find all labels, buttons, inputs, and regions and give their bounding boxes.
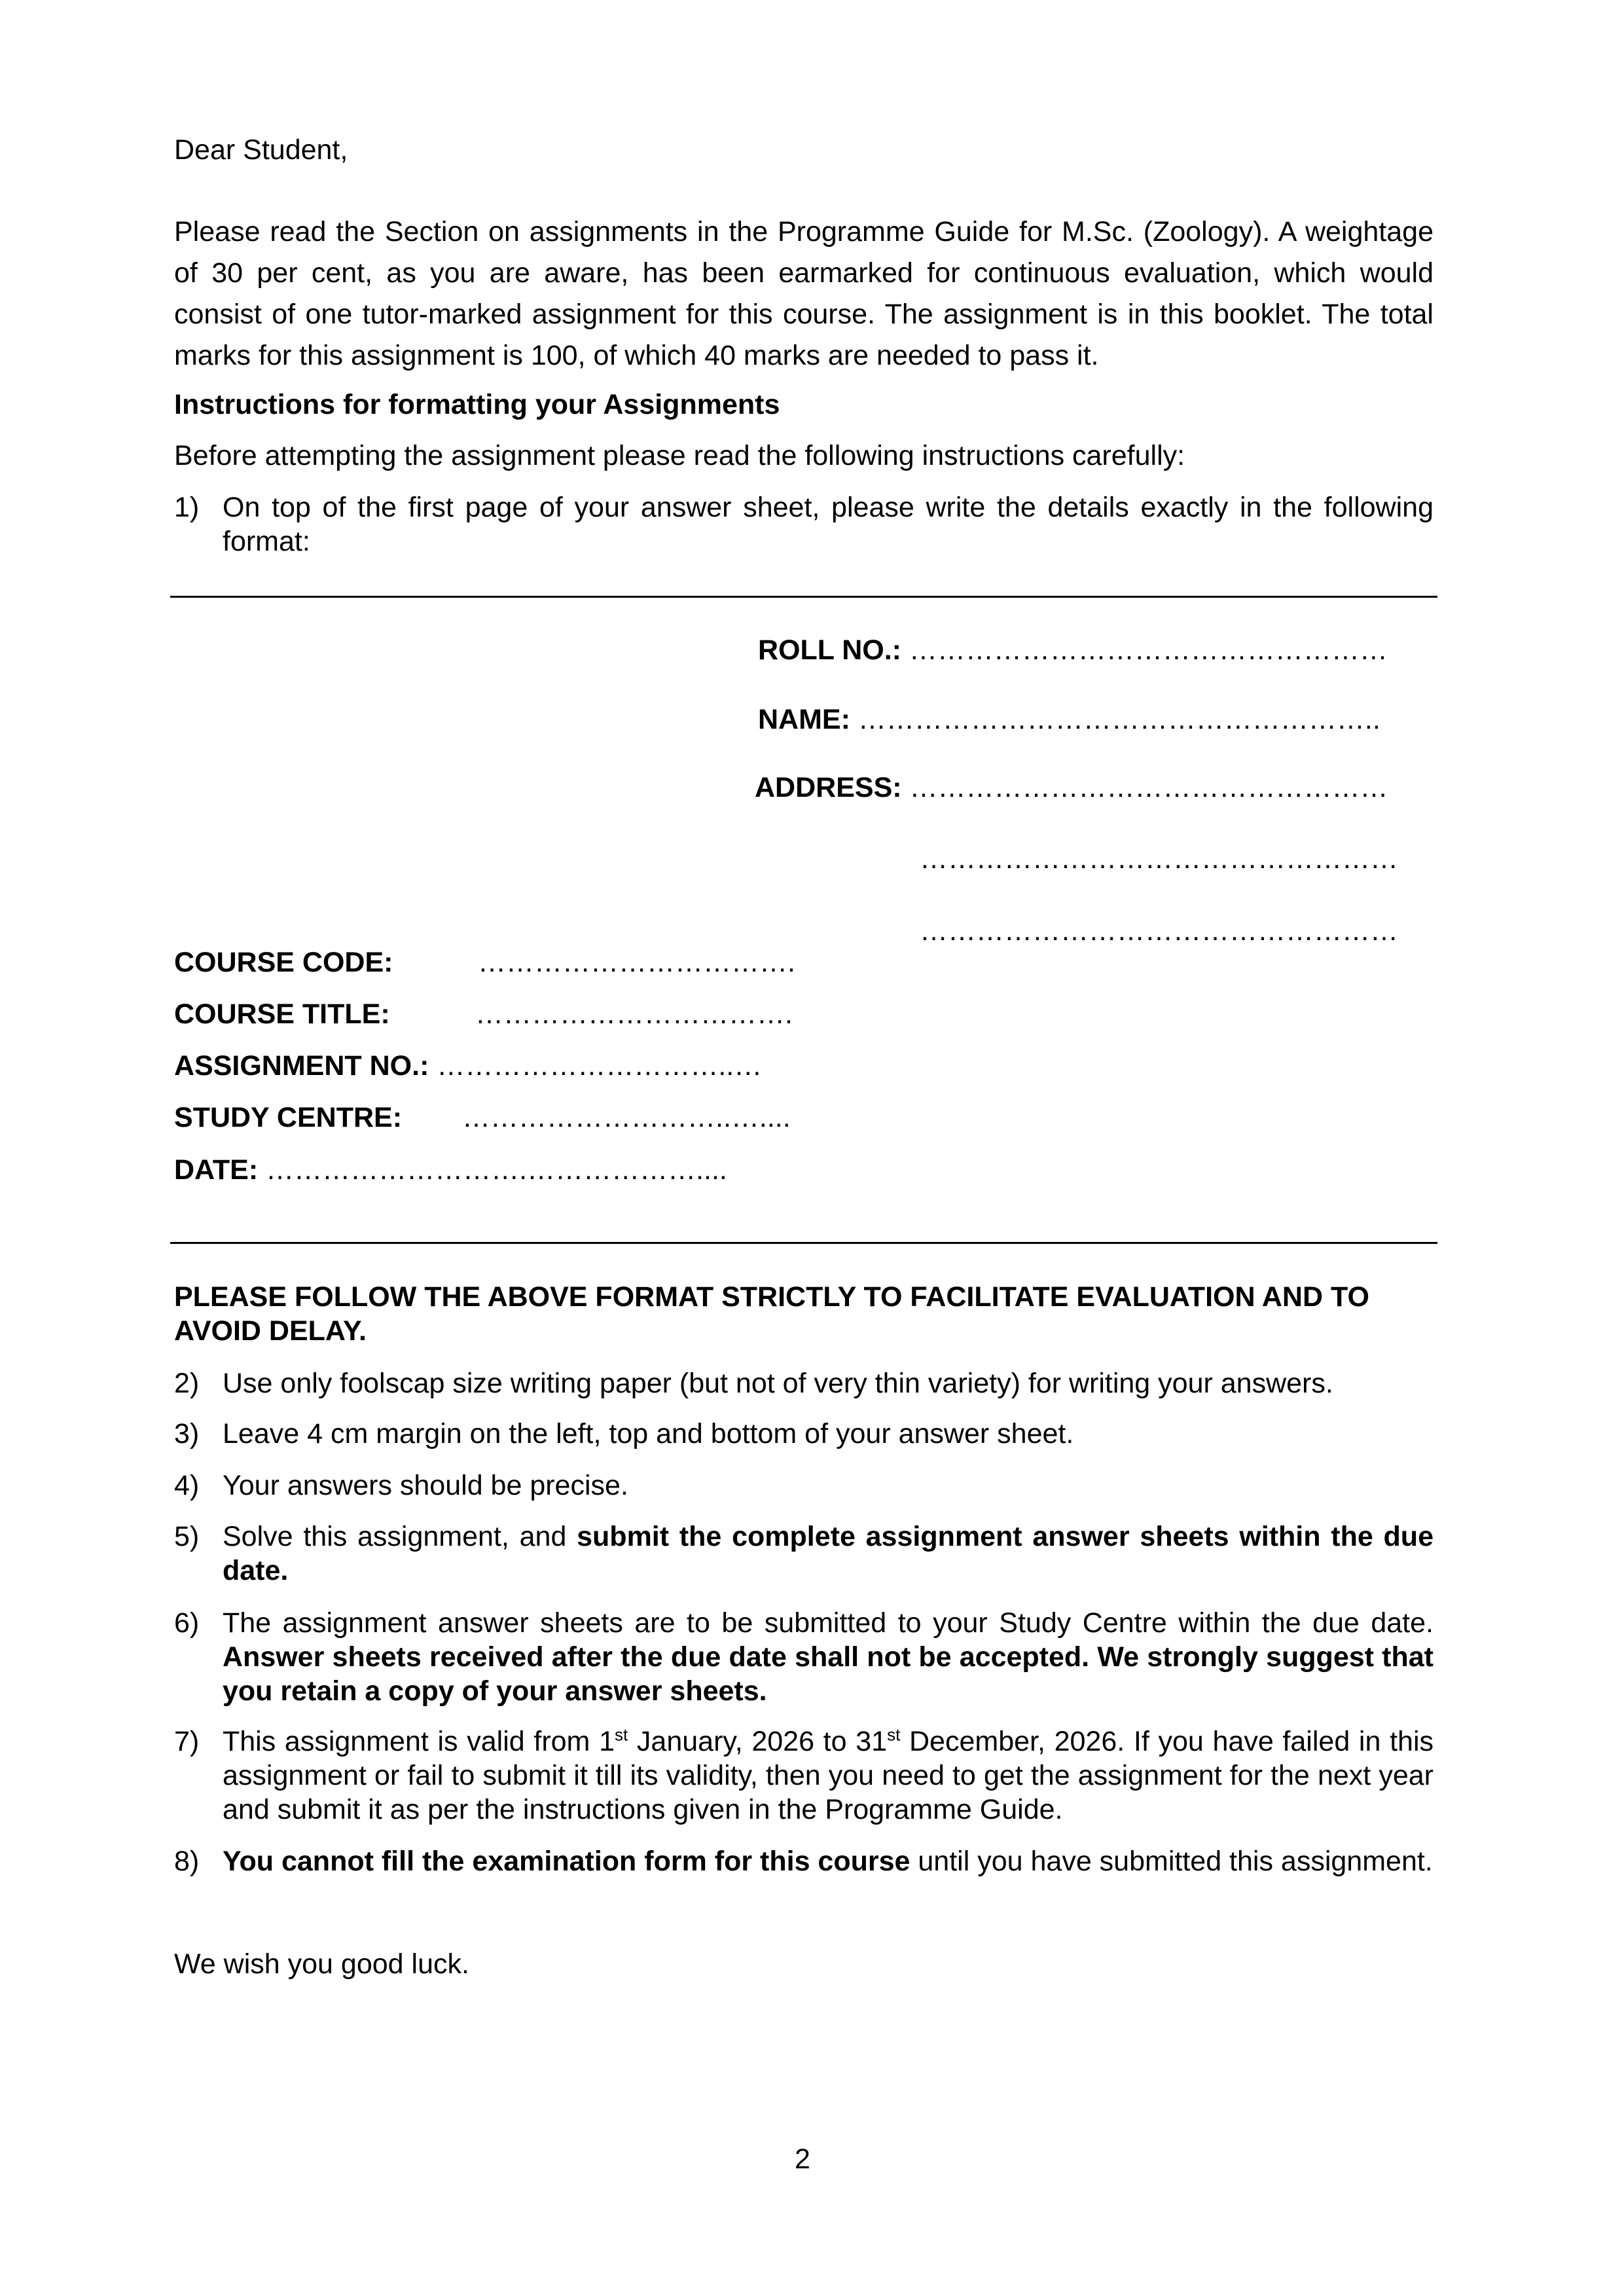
item-text-bold: Answer sheets received after the due date shall not be accepted. We strongly suggest that you retain a copy of your answer sheets.	[223, 1641, 1434, 1707]
address-label: ADDRESS:	[755, 772, 902, 803]
address-dots-line-2: ……………………………………………	[920, 843, 1398, 875]
format-bottom-rule	[170, 1242, 1437, 1244]
study-centre-field	[174, 1101, 402, 1135]
address-field	[755, 771, 1388, 805]
assignment-no-dots: …………………………..…	[437, 1050, 763, 1082]
course-code-dots: …………………………….	[478, 947, 795, 978]
format-top-rule	[170, 596, 1437, 598]
item-text: Leave 4 cm margin on the left, top and bottom of your answer sheet.	[223, 1418, 1074, 1449]
assignment-no-label: ASSIGNMENT NO.:	[174, 1050, 429, 1082]
validity-part-2: January, 2026 to 31	[628, 1726, 888, 1757]
item-text: On top of the first page of your answer sheet, please write the details exactly in the following format:	[223, 492, 1434, 557]
item-text	[223, 1724, 1434, 1827]
item-number: 1)	[174, 492, 200, 523]
page-number: 2	[795, 2143, 810, 2175]
instruction-item-2	[174, 1366, 1434, 1400]
roll-no-label: ROLL NO.:	[758, 634, 901, 666]
instruction-item-3	[174, 1417, 1434, 1451]
study-centre-label: STUDY CENTRE:	[174, 1102, 403, 1133]
item-text-bold: You cannot fill the examination form for this course	[223, 1846, 911, 1877]
date-field	[174, 1153, 727, 1187]
item-number: 3)	[174, 1418, 200, 1449]
instruction-item-7	[174, 1724, 1434, 1827]
instruction-item-6	[174, 1606, 1434, 1708]
instructions-lead: Before attempting the assignment please read the following instructions carefully:	[174, 440, 1185, 471]
instruction-item-4	[174, 1468, 1434, 1503]
item-text-plain: until you have submitted this assignment.	[910, 1846, 1433, 1877]
item-number: 6)	[174, 1607, 200, 1639]
date-label: DATE:	[174, 1154, 259, 1186]
assignment-no-field	[174, 1049, 762, 1083]
course-code-label: COURSE CODE:	[174, 947, 393, 978]
item-text-plain: The assignment answer sheets are to be submitted to your Study Centre within the due date.	[223, 1607, 1434, 1639]
item-text-bold: submit the complete assignment answer sheets within the due date.	[223, 1521, 1434, 1586]
instruction-item-5	[174, 1520, 1434, 1588]
course-title-field	[174, 997, 390, 1031]
date-dots: ……………………….………………....	[266, 1154, 727, 1186]
item-number: 5)	[174, 1521, 200, 1552]
format-notice: PLEASE FOLLOW THE ABOVE FORMAT STRICTLY TO FACILITATE EVALUATION AND TO AVOID DELAY.	[174, 1281, 1369, 1347]
intro-paragraph: Please read the Section on assignments in the Programme Guide for M.Sc. (Zoology). A weightage of 30 per cent, as you are aware, has been earmarked for continuous evaluation, which would consist of one tutor-marked assignment for this course. The assignment is in this booklet. The total marks for this assignment is 100, of which 40 marks are needed to pass it.	[174, 216, 1434, 371]
item-text: Your answers should be precise.	[223, 1470, 628, 1501]
instructions-heading: Instructions for formatting your Assignments	[174, 389, 780, 420]
name-label: NAME:	[758, 704, 850, 735]
greeting: Dear Student,	[174, 134, 348, 166]
name-field	[758, 702, 1380, 737]
item-text	[223, 1844, 1434, 1878]
closing-line: We wish you good luck.	[174, 1948, 469, 1980]
item-number: 8)	[174, 1846, 200, 1877]
address-dots-1: ……………………………………………	[909, 772, 1388, 803]
instruction-item-1	[174, 490, 1434, 558]
validity-part-1: This assignment is valid from 1	[223, 1726, 615, 1757]
item-text	[223, 1520, 1434, 1588]
course-title-label: COURSE TITLE:	[174, 998, 390, 1030]
item-text-plain: Solve this assignment, and	[223, 1521, 577, 1552]
roll-no-dots: ……………………………………………	[909, 634, 1388, 666]
validity-part-3: December, 2026. If you have failed in this assignment or fail to submit it till its validity, then you need to get the assignment for the next year and submit it as per the instructions given in the Programme Guide.	[223, 1726, 1434, 1825]
roll-no-field	[758, 633, 1388, 667]
study-centre-dots: ………………………..…....	[462, 1102, 791, 1133]
ordinal-suffix-2: st	[887, 1724, 901, 1745]
item-number: 7)	[174, 1726, 200, 1757]
course-title-dots: …………………………….	[475, 998, 793, 1030]
item-text: Use only foolscap size writing paper (but not of very thin variety) for writing your answers.	[223, 1368, 1333, 1399]
item-number: 4)	[174, 1470, 200, 1501]
ordinal-suffix-1: st	[614, 1724, 628, 1745]
course-code-field	[174, 945, 393, 979]
item-number: 2)	[174, 1368, 200, 1399]
name-dots: ………………………………………………..	[857, 704, 1380, 735]
address-dots-line-3: ……………………………………………	[920, 915, 1398, 947]
instruction-item-8	[174, 1844, 1434, 1878]
item-text	[223, 1606, 1434, 1708]
